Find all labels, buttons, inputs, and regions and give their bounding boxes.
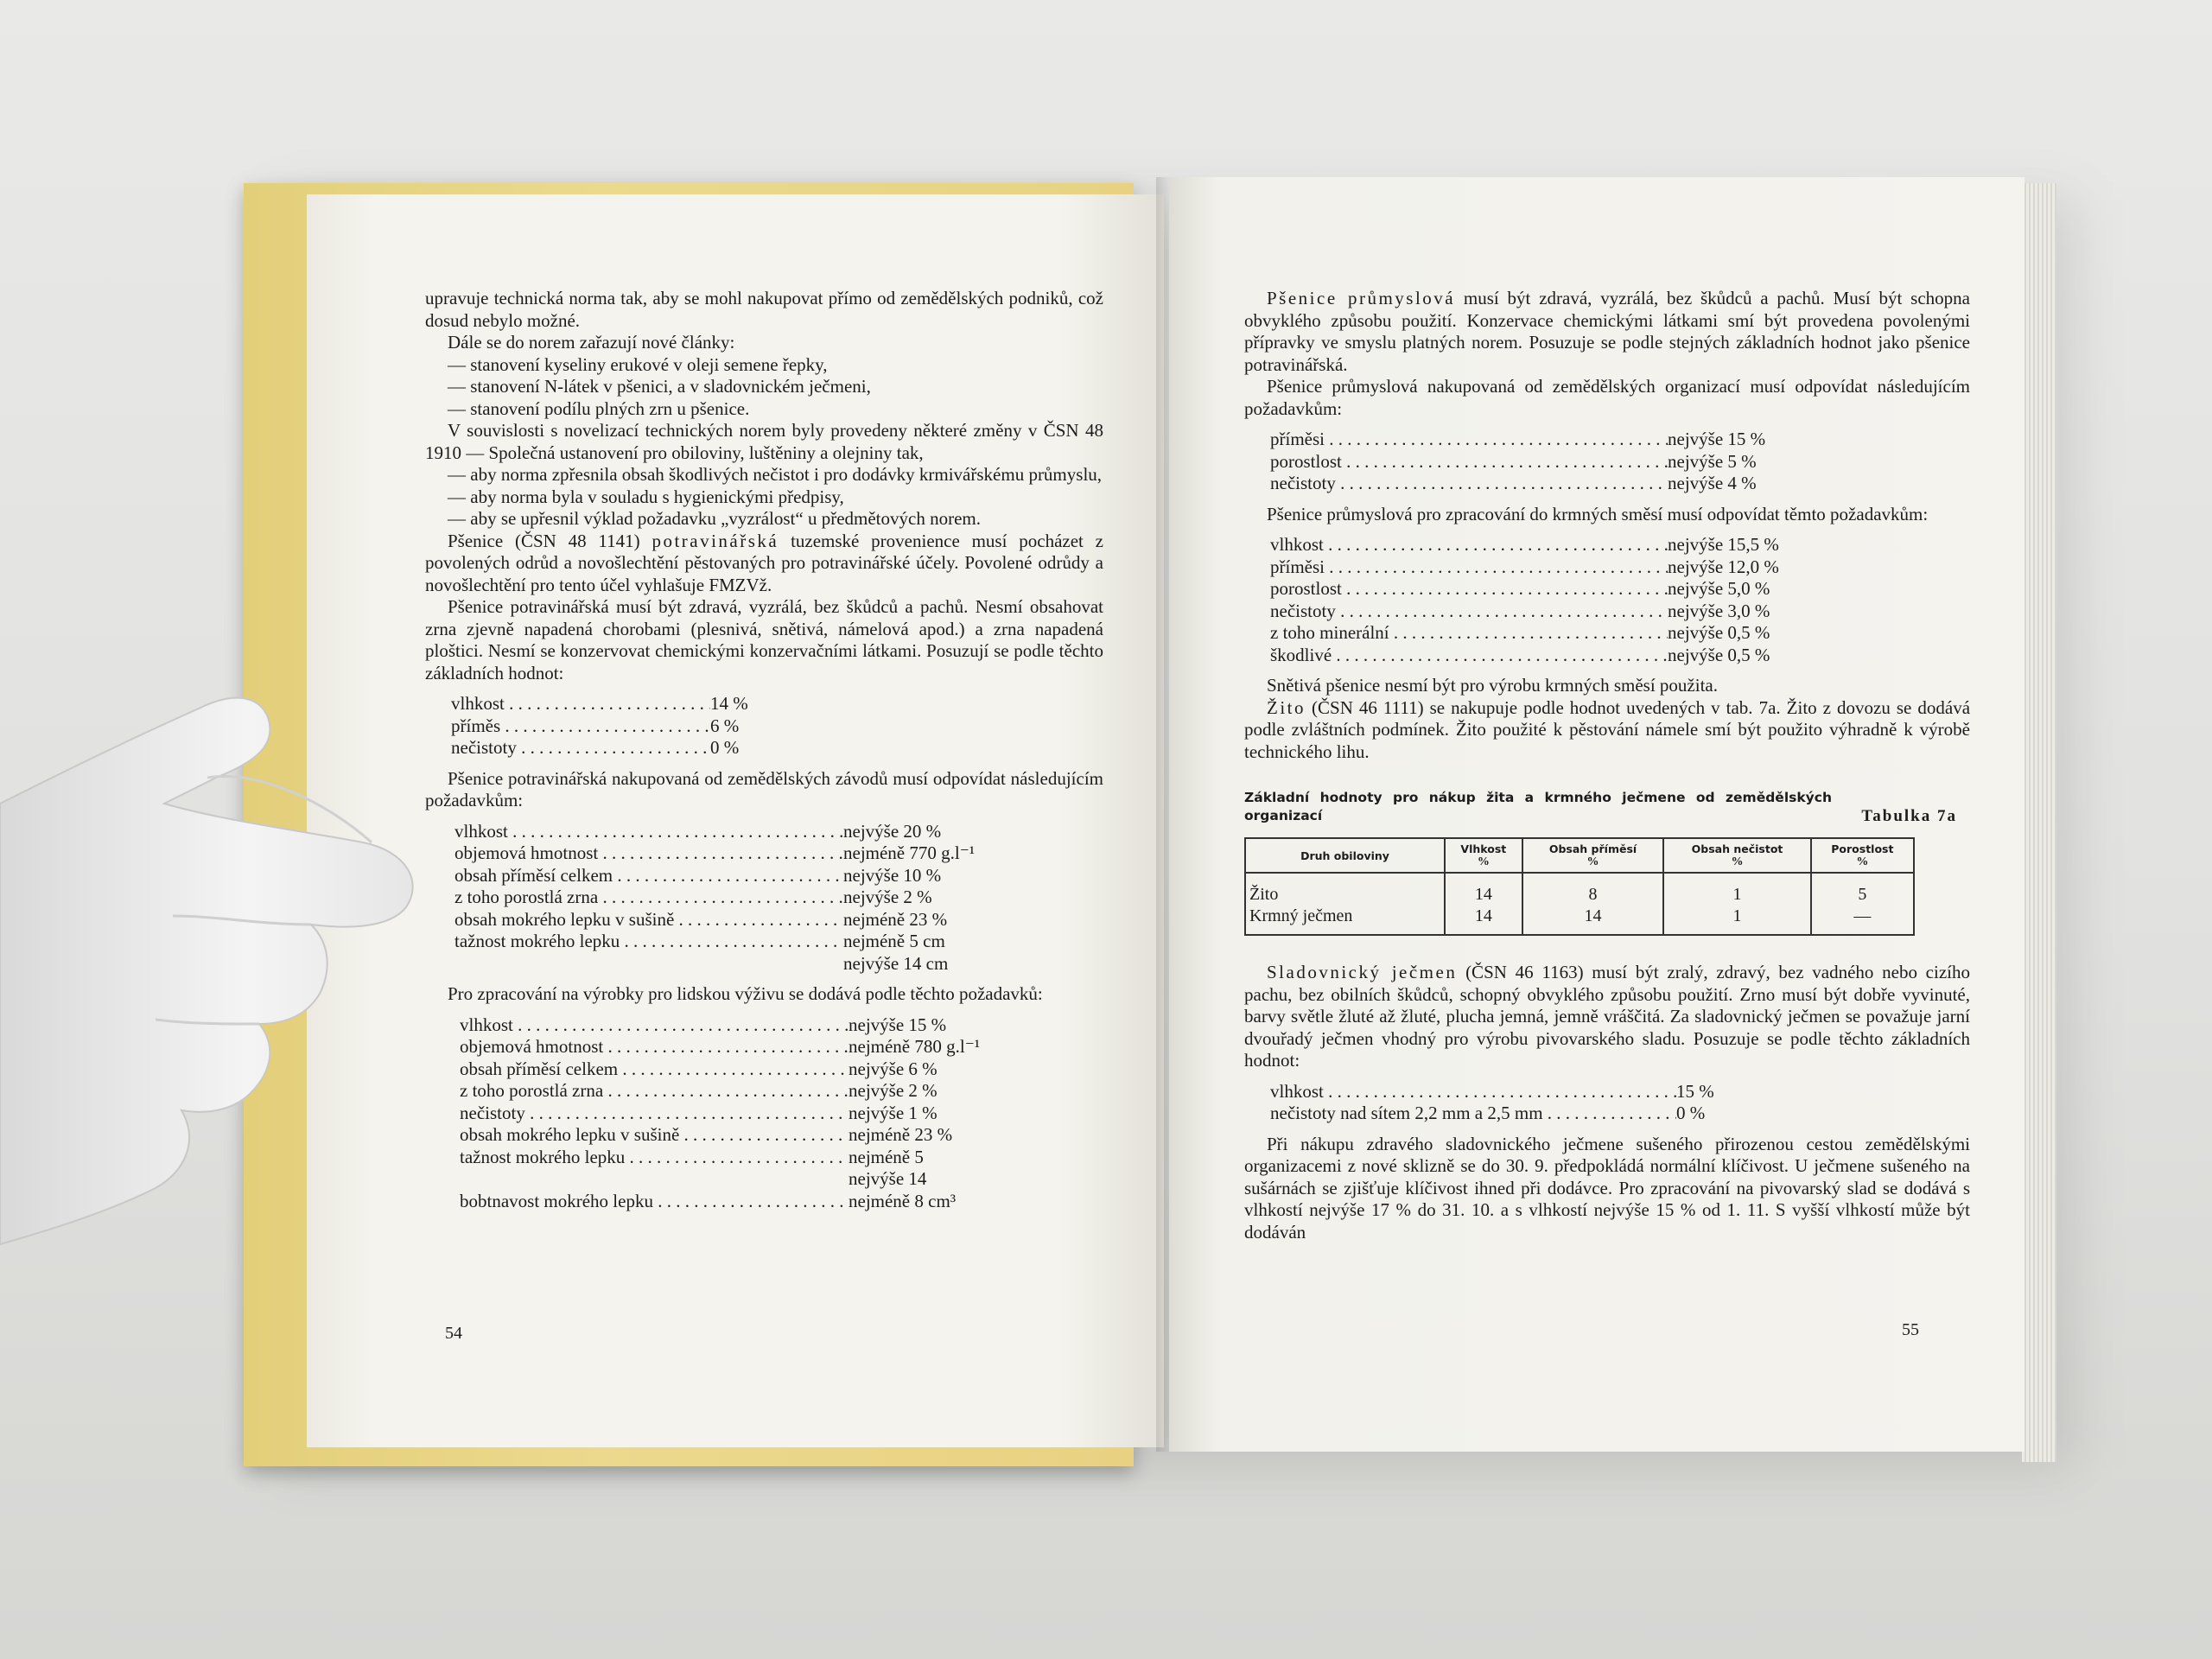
value-amount: nejméně 770 g.l⁻¹ <box>843 842 976 863</box>
value-label: vlhkost . . . <box>454 821 843 843</box>
value-amount: nejméně 5 cm <box>843 931 945 951</box>
value-amount: 0 % <box>710 737 740 758</box>
paragraph-body: musí být zdravá, vyzrálá, bez škůdců a pachů. Musí být schopna obvyklého způsobu použití. Konzervace chemickými látkami smí být provedena povolenými přípravky ve smyslu platných norem. Posuzuje se podle stejných základních hodnot jako pšenice potravinářská. <box>1244 288 1970 375</box>
value-amount: nejvýše 6 % <box>849 1058 938 1079</box>
value-label: bobtnavost mokrého lepku . . . <box>460 1191 849 1213</box>
header-unit: % <box>1731 855 1744 868</box>
value-amount: nejméně 780 g.l⁻¹ <box>849 1036 981 1057</box>
value-amount: nejvýše 4 % <box>1668 473 1757 493</box>
value-amount: nejvýše 2 % <box>843 887 932 907</box>
value-label: z toho minerální . . . <box>1270 622 1668 645</box>
paragraph: Pro zpracování na výrobky pro lidskou výživu se dodává podle těchto požadavků: <box>448 983 1043 1004</box>
paragraph: Pšenice potravinářská nakupovaná od zemědělských závodů musí odpovídat následujícím požadavkům: <box>425 767 1103 810</box>
value-amount: nejméně 23 % <box>849 1124 953 1145</box>
table-cell: 14 <box>1522 906 1664 935</box>
value-amount: nejméně 5 <box>849 1146 924 1167</box>
header-label: Vlhkost <box>1460 842 1507 855</box>
value-label: škodlivé . . . <box>1270 645 1668 667</box>
value-label: příměsi . . . <box>1270 556 1668 579</box>
value-label: obsah příměsí celkem . . . <box>454 865 843 887</box>
paragraph: upravuje technická norma tak, aby se mohl nakupovat přímo od zemědělských podniků, což dosud nebylo možné. <box>425 288 1103 331</box>
header-label: Obsah příměsí <box>1548 842 1637 855</box>
value-amount: 15 % <box>1676 1080 1714 1102</box>
value-amount: nejvýše 10 % <box>843 864 942 886</box>
value-label: nečistoty nad sítem 2,2 mm a 2,5 mm . . . <box>1270 1103 1676 1125</box>
table-cell: — <box>1811 906 1914 935</box>
value-label: nečistoty . . . <box>1270 601 1668 623</box>
value-amount: 6 % <box>710 715 740 736</box>
table-cell: 5 <box>1811 873 1914 906</box>
bullet-item: — aby norma zpřesnila obsah škodlivých nečistot i pro dodávky krmivářskému průmyslu, <box>448 464 1103 485</box>
value-label: porostlost . . . <box>1270 451 1668 474</box>
value-label: nečistoty . . . <box>1270 473 1668 495</box>
spaced-term: Sladovnický ječmen <box>1267 962 1458 982</box>
header-unit: % <box>1856 855 1869 868</box>
value-amount: nejvýše 12,0 % <box>1668 556 1779 577</box>
paragraph-body: (ČSN 46 1163) musí být zralý, zdravý, bez vadného nebo cizího pachu, bez obilních škůdců, schopný obvyklého způsobu použití. Zrno musí být dobře vyvinuté, barvy světle žluté až žluté, plucha jemná, jemně vráščitá. Za sladovnický ječmen se považuje jarní dvouřadý ječmen vhodný pro výrobu pivovarského sladu. Posuzuje se podle těchto základních hodnot: <box>1244 962 1970 1071</box>
value-amount: 0 % <box>1676 1103 1706 1123</box>
bullet-item: — stanovení kyseliny erukové v oleji semene řepky, <box>448 353 828 375</box>
value-label: obsah mokrého lepku v sušině . . . <box>454 909 843 931</box>
value-amount: nejvýše 0,5 % <box>1668 644 1770 665</box>
value-label: z toho porostlá zrna . . . <box>460 1080 849 1103</box>
table-label: Tabulka 7a <box>1861 807 1957 825</box>
table-cell: 14 <box>1445 873 1522 906</box>
table-cell: 1 <box>1663 873 1810 906</box>
value-amount: nejméně 8 cm³ <box>849 1190 957 1211</box>
bullet-item: — aby se upřesnil výklad požadavku „vyzrálost“ u předmětových norem. <box>448 508 981 529</box>
value-label: příměs . . . <box>451 715 710 738</box>
table-cell: 14 <box>1445 906 1522 935</box>
header-label: Druh obiloviny <box>1300 849 1389 862</box>
value-label: z toho porostlá zrna . . . <box>454 887 843 909</box>
value-amount: nejvýše 14 cm <box>843 952 949 974</box>
value-label: tažnost mokrého lepku . . . <box>454 931 843 953</box>
value-amount: nejvýše 15 % <box>1668 429 1766 449</box>
value-label: příměsi . . . <box>1270 429 1668 451</box>
header-label: Porostlost <box>1831 842 1894 855</box>
value-amount: nejvýše 15 % <box>849 1014 947 1035</box>
paragraph-body: (ČSN 46 1111) se nakupuje podle hodnot uvedených v tab. 7a. Žito z dovozu se dodává podle zvláštních podmínek. Žito použité k pěstování námele smí být použito výhradně k výrobě technického lihu. <box>1244 696 1971 762</box>
paragraph: Dále se do norem zařazují nové články: <box>448 332 735 353</box>
paragraph: Pšenice průmyslová pro zpracování do krmných směsí musí odpovídat těmto požadavkům: <box>1267 503 1929 524</box>
value-label: vlhkost . . . <box>460 1014 849 1037</box>
paragraph: Pšenice průmyslová nakupovaná od zemědělských organizací musí odpovídat následujícím požadavkům: <box>1244 376 1970 419</box>
value-amount: nejvýše 14 <box>849 1168 927 1189</box>
bullet-item: — aby norma byla v souladu s hygienickými předpisy, <box>448 486 844 507</box>
header-unit: % <box>1477 855 1490 868</box>
page-number: 55 <box>1902 1320 1919 1339</box>
spaced-term: Pšenice průmyslová <box>1267 288 1456 308</box>
value-amount: 14 % <box>710 693 748 714</box>
value-label: vlhkost . . . <box>1270 534 1668 556</box>
header-unit: % <box>1586 855 1599 868</box>
value-amount: nejvýše 15,5 % <box>1668 534 1779 555</box>
value-amount: nejvýše 1 % <box>849 1102 938 1123</box>
table-cell: Krmný ječmen <box>1245 906 1445 935</box>
value-amount: nejvýše 20 % <box>843 820 942 842</box>
paragraph-lead: Pšenice (ČSN 48 1141) <box>448 530 640 551</box>
value-amount: nejvýše 5,0 % <box>1668 578 1770 599</box>
paragraph: Pšenice potravinářská musí být zdravá, vyzrálá, bez škůdců a pachů. Nesmí obsahovat zrna zjevně napadená chorobami (plesnivá, snětivá, námelová apod.) a zrna napadená ploštici. Nesmí se konzervovat chemickými konzervačními látkami. Posuzují se podle těchto základních hodnot: <box>425 596 1103 683</box>
paragraph: Při nákupu zdravého sladovnického ječmene sušeného přirozenou cestou zemědělskými organizacemi z nové sklizně se do 30. 9. předpokládá normální klíčivost. U ječmene sušeného na sušárnách se zjišťuje klíčivost ihned při dodávce. Pro zpracování na pivovarský slad se dodává s vlhkostí nejvýše 17 % do 31. 10. a s vlhkostí nejvýše 15 % od 1. 11. S vyšší vlhkostí může být dodáván <box>1244 1133 1970 1243</box>
page-number: 54 <box>445 1324 462 1343</box>
value-label: porostlost . . . <box>1270 578 1668 601</box>
value-amount: nejvýše 2 % <box>849 1080 938 1101</box>
paragraph-body: tuzemské provenience musí pocházet z povolených odrůd a novošlechtění pěstovaných pro potravinářské účely. Povolené odrůdy a novošlechtění pro tento účel vyhlašuje FMZVž. <box>425 530 1103 595</box>
bullet-item: — stanovení N-látek v pšenici, a v sladovnickém ječmeni, <box>448 376 871 397</box>
value-label: obsah mokrého lepku v sušině . . . <box>460 1124 849 1147</box>
spaced-term: Žito <box>1267 696 1306 718</box>
value-amount: nejvýše 5 % <box>1668 450 1757 472</box>
value-amount: nejméně 23 % <box>843 908 948 930</box>
paragraph: Snětivá pšenice nesmí být pro výrobu krmných směsí použita. <box>1267 675 1718 696</box>
value-label: nečistoty . . . <box>451 737 710 760</box>
value-label: obsah příměsí celkem . . . <box>460 1058 849 1081</box>
table-cell: Žito <box>1245 873 1445 906</box>
value-label: nečistoty . . . <box>460 1103 849 1125</box>
spaced-term: potravinářská <box>652 530 779 551</box>
value-amount: nejvýše 3,0 % <box>1668 600 1770 621</box>
bullet-item: — stanovení podílu plných zrn u pšenice. <box>448 397 750 419</box>
paragraph: V souvislosti s novelizací technických norem byly provedeny některé změny v ČSN 48 1910 — Společná ustanovení pro obiloviny, luštěniny a olejniny tak, <box>425 420 1103 463</box>
value-label: vlhkost . . . <box>451 693 710 715</box>
value-label: vlhkost . . . <box>1270 1081 1676 1103</box>
value-label: objemová hmotnost . . . <box>460 1036 849 1058</box>
table-cell: 8 <box>1522 873 1664 906</box>
value-label: tažnost mokrého lepku . . . <box>460 1147 849 1169</box>
value-amount: nejvýše 0,5 % <box>1668 622 1770 643</box>
table-cell: 1 <box>1663 906 1810 935</box>
value-label: objemová hmotnost . . . <box>454 842 843 865</box>
table-caption-text: Základní hodnoty pro nákup žita a krmného ječmene od zemědělských organizací <box>1244 790 1832 823</box>
header-label: Obsah nečistot <box>1691 842 1783 855</box>
